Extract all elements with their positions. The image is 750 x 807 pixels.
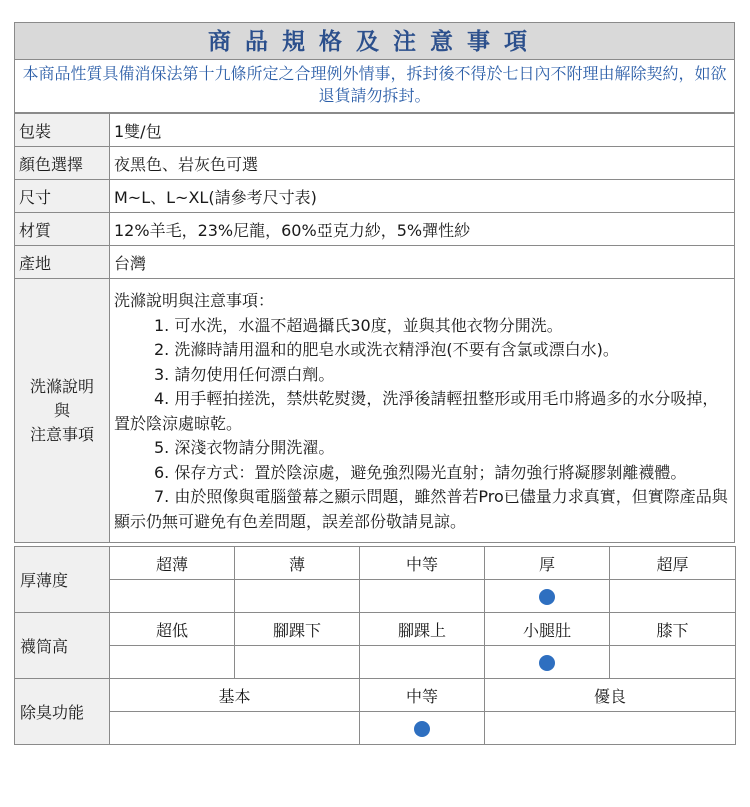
spec-label: 包裝: [15, 114, 110, 147]
rating-cell: [110, 580, 235, 613]
rating-table: [14, 546, 736, 745]
selected-marker-icon: [539, 655, 555, 671]
page-title: 商品規格及注意事項: [14, 22, 735, 60]
rating-label-thickness: 厚薄度: [15, 547, 110, 613]
spec-value: 12%羊毛，23%尼龍，60%亞克力紗，5%彈性紗: [110, 213, 735, 246]
care-item: 5. 深淺衣物請分開洗濯。: [154, 438, 335, 457]
rating-option: 薄: [235, 547, 360, 580]
care-instructions: [110, 279, 735, 543]
selected-marker-icon: [414, 721, 430, 737]
care-item: 1. 可水洗，水溫不超過攝氏30度，並與其他衣物分開洗。: [154, 315, 563, 335]
spec-row: [15, 246, 735, 279]
spec-row: [15, 114, 735, 147]
rating-options-row: [15, 679, 736, 712]
rating-option: 超低: [110, 613, 235, 646]
selected-marker-icon: [539, 589, 555, 605]
spec-value: 夜黑色、岩灰色可選: [110, 147, 735, 180]
spec-table: [14, 113, 735, 543]
rating-options-row: [15, 613, 736, 646]
rating-option: 超薄: [110, 547, 235, 580]
spec-row: [15, 213, 735, 246]
rating-option: 中等: [360, 679, 485, 712]
care-intro: 洗滌說明與注意事項：: [114, 291, 275, 310]
rating-cell: [360, 580, 485, 613]
spec-sheet: [14, 22, 735, 745]
care-item: 3. 請勿使用任何漂白劑。: [154, 364, 335, 384]
spec-label: 顏色選擇: [15, 147, 110, 180]
care-item: 7. 由於照像與電腦螢幕之顯示問題，雖然普若Pro已儘量力求真實，但實際產品與 顯示仍無可避免有色差問題，誤差部份敬請見諒。: [114, 487, 728, 531]
care-item: 2. 洗滌時請用溫和的肥皂水或洗衣精淨泡(不要有含氯或漂白水)。: [154, 340, 619, 359]
spec-row: [15, 147, 735, 180]
rating-option: 小腿肚: [485, 613, 610, 646]
rating-marker-row: [15, 712, 736, 745]
rating-cell: [485, 646, 610, 679]
spec-label: 尺寸: [15, 180, 110, 213]
rating-options-row: [15, 547, 736, 580]
care-label-line: 洗滌說明: [29, 376, 94, 396]
rating-option: 膝下: [610, 613, 736, 646]
rating-cell: [235, 646, 360, 679]
rating-option: 中等: [360, 547, 485, 580]
care-item: 6. 保存方式：置於陰涼處，避免強烈陽光直射；請勿強行將凝膠剝離襪體。: [154, 462, 687, 482]
rating-label-cuff-height: 襪筒高: [15, 613, 110, 679]
rating-cell: [110, 712, 360, 745]
rating-marker-row: [15, 580, 736, 613]
rating-cell: [485, 580, 610, 613]
rating-option: 厚: [485, 547, 610, 580]
spec-value: 1雙/包: [110, 114, 735, 147]
rating-cell: [485, 712, 736, 745]
spec-label: 材質: [15, 213, 110, 246]
spec-value: M~L、L~XL(請參考尺寸表): [110, 180, 735, 213]
spec-value: 台灣: [110, 246, 735, 279]
care-row: [15, 279, 735, 543]
rating-cell: [610, 646, 736, 679]
rating-cell: [360, 646, 485, 679]
rating-cell: [360, 712, 485, 745]
rating-cell: [610, 580, 736, 613]
rating-option: 腳踝下: [235, 613, 360, 646]
care-item: 4. 用手輕拍搓洗，禁烘乾熨燙，洗淨後請輕扭整形或用毛巾將過多的水分吸掉，置於陰涼處晾乾。: [114, 389, 719, 433]
return-notice: 本商品性質具備消保法第十九條所定之合理例外情事，拆封後不得於七日內不附理由解除契約，如欲退貨請勿拆封。: [14, 60, 735, 113]
rating-option: 超厚: [610, 547, 736, 580]
rating-cell: [110, 646, 235, 679]
care-label: [15, 279, 110, 543]
rating-option: 優良: [485, 679, 736, 712]
spec-row: [15, 180, 735, 213]
care-label-line: 與: [53, 400, 70, 420]
rating-cell: [235, 580, 360, 613]
care-label-line: 注意事項: [29, 424, 94, 444]
spec-label: 產地: [15, 246, 110, 279]
rating-option: 腳踝上: [360, 613, 485, 646]
rating-label-deodorize: 除臭功能: [15, 679, 110, 745]
rating-option: 基本: [110, 679, 360, 712]
rating-marker-row: [15, 646, 736, 679]
